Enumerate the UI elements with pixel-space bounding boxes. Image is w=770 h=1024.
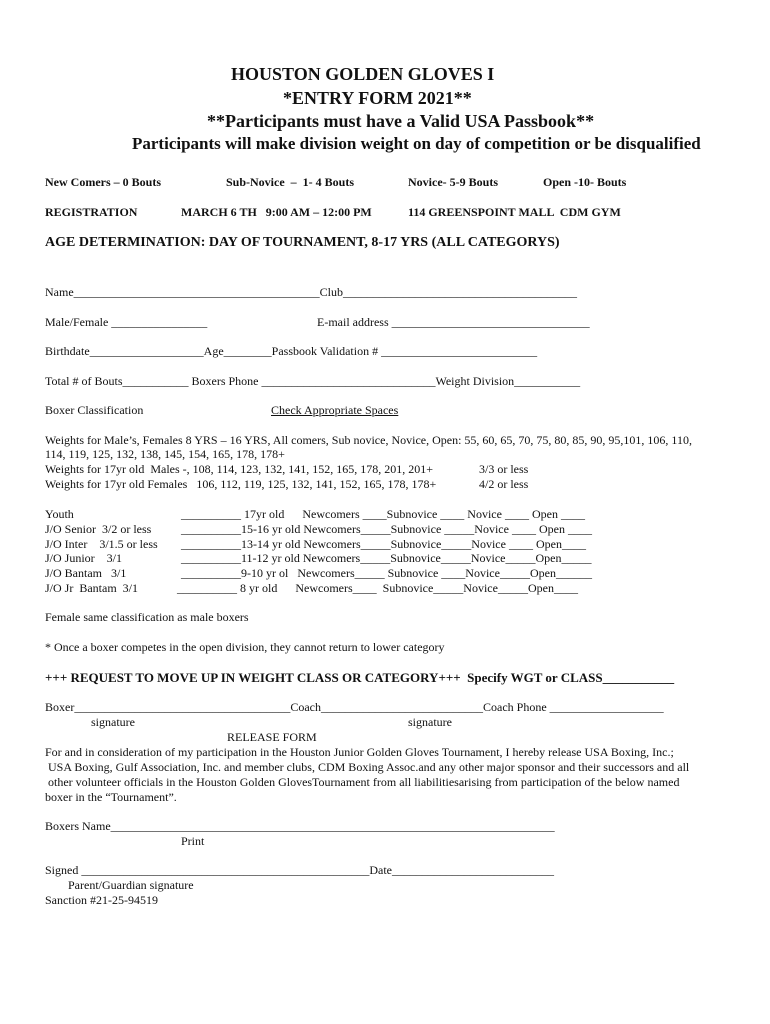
class-entry[interactable]: __________9-10 yr ol Newcomers_____ Subnovice ____Novice_____Open______ xyxy=(181,566,592,580)
class-label: J/O Senior 3/2 or less xyxy=(45,522,152,536)
weights-line-3: Weights for 17yr old Males -, 108, 114, 123, 132, 141, 152, 165, 178, 201, 201+ xyxy=(45,462,433,476)
title-line-1: HOUSTON GOLDEN GLOVES I xyxy=(231,64,495,84)
birthdate-field[interactable]: Birthdate___________________Age________Passbook Validation # __________________________ xyxy=(45,344,538,358)
release-paragraph-line: USA Boxing, Gulf Association, Inc. and member clubs, CDM Boxing Assoc.and any other major sponsor and their successors and all xyxy=(45,760,690,774)
registration-label: REGISTRATION xyxy=(45,205,138,219)
class-entry[interactable]: __________13-14 yr old Newcomers_____Subnovice_____Novice ____ Open____ xyxy=(181,537,586,551)
class-label: J/O Bantam 3/1 xyxy=(45,566,127,580)
weights-line-4: Weights for 17yr old Females 106, 112, 119, 125, 132, 141, 152, 165, 178, 178+ xyxy=(45,477,437,491)
title-line-2: *ENTRY FORM 2021** xyxy=(283,88,472,108)
division-new-comers: New Comers – 0 Bouts xyxy=(45,175,161,189)
bouts-phone-field[interactable]: Total # of Bouts___________ Boxers Phone _____________________________Weight Division___________ xyxy=(45,374,581,388)
coach-signature-caption: signature xyxy=(408,715,452,729)
release-paragraph-line: other volunteer officials in the Houston Golden GlovesTournament from all liabilitiesarising from participation of the below named xyxy=(45,775,680,789)
release-paragraph-line: boxer in the “Tournament”. xyxy=(45,790,177,804)
check-appropriate-spaces: Check Appropriate Spaces xyxy=(271,403,399,417)
title-line-4: Participants will make division weight on day of competition or be disqualified xyxy=(132,134,701,153)
boxer-classification-label: Boxer Classification xyxy=(45,403,144,417)
registration-date: MARCH 6 TH 9:00 AM – 12:00 PM xyxy=(181,205,372,219)
weights-ratio-4: 4/2 or less xyxy=(479,477,529,491)
weights-line-1: Weights for Male’s, Females 8 YRS – 16 YRS, All comers, Sub novice, Novice, Open: 55, 60, 65, 70, 75, 80, 85, 90, 95,101, 106, 110, xyxy=(45,433,692,447)
boxer-coach-signature-line[interactable]: Boxer____________________________________Coach___________________________Coach Phone ___________________ xyxy=(45,700,664,714)
move-up-request[interactable]: +++ REQUEST TO MOVE UP IN WEIGHT CLASS OR CATEGORY+++ Specify WGT or CLASS___________ xyxy=(45,670,675,685)
registration-location: 114 GREENSPOINT MALL CDM GYM xyxy=(408,205,621,219)
class-label: J/O Junior 3/1 xyxy=(45,551,123,565)
weights-ratio-3: 3/3 or less xyxy=(479,462,529,476)
class-entry[interactable]: __________ 17yr old Newcomers ____Subnovice ____ Novice ____ Open ____ xyxy=(181,507,585,521)
boxer-signature-caption: signature xyxy=(91,715,135,729)
class-entry[interactable]: __________15-16 yr old Newcomers_____Subnovice _____Novice ____ Open ____ xyxy=(181,522,592,536)
name-club-field[interactable]: Name_________________________________________Club_______________________________________ xyxy=(45,285,577,299)
class-label: J/O Jr Bantam 3/1 xyxy=(45,581,138,595)
division-sub-novice: Sub-Novice – 1- 4 Bouts xyxy=(226,175,355,189)
print-caption: Print xyxy=(181,834,205,848)
age-determination-heading: AGE DETERMINATION: DAY OF TOURNAMENT, 8-17 YRS (ALL CATEGORYS) xyxy=(45,235,560,250)
male-female-field[interactable]: Male/Female ________________ xyxy=(45,315,208,329)
guardian-signature-caption: Parent/Guardian signature xyxy=(68,878,194,892)
class-label: J/O Inter 3/1.5 or less xyxy=(45,537,158,551)
release-form-heading: RELEASE FORM xyxy=(227,730,317,744)
class-label: Youth xyxy=(45,507,74,521)
release-paragraph-line: For and in consideration of my participation in the Houston Junior Golden Gloves Tournament, I hereby release USA Boxing, Inc.; xyxy=(45,745,674,759)
title-line-3: **Participants must have a Valid USA Passbook** xyxy=(207,111,595,131)
division-open: Open -10- Bouts xyxy=(543,175,627,189)
email-field[interactable]: E-mail address _________________________________ xyxy=(317,315,590,329)
class-entry[interactable]: __________ 8 yr old Newcomers____ Subnovice_____Novice_____Open____ xyxy=(177,581,578,595)
open-division-note: * Once a boxer competes in the open division, they cannot return to lower category xyxy=(45,640,445,654)
division-novice: Novice- 5-9 Bouts xyxy=(408,175,498,189)
signed-date-field[interactable]: Signed ________________________________________________Date___________________________ xyxy=(45,863,554,877)
class-entry[interactable]: __________11-12 yr old Newcomers_____Subnovice_____Novice_____Open_____ xyxy=(181,551,592,565)
weights-line-2: 114, 119, 125, 132, 138, 145, 154, 165, 178, 178+ xyxy=(45,447,285,461)
female-note: Female same classification as male boxers xyxy=(45,610,249,624)
boxers-name-field[interactable]: Boxers Name__________________________________________________________________________ xyxy=(45,819,555,833)
sanction-number: Sanction #21-25-94519 xyxy=(45,893,158,907)
